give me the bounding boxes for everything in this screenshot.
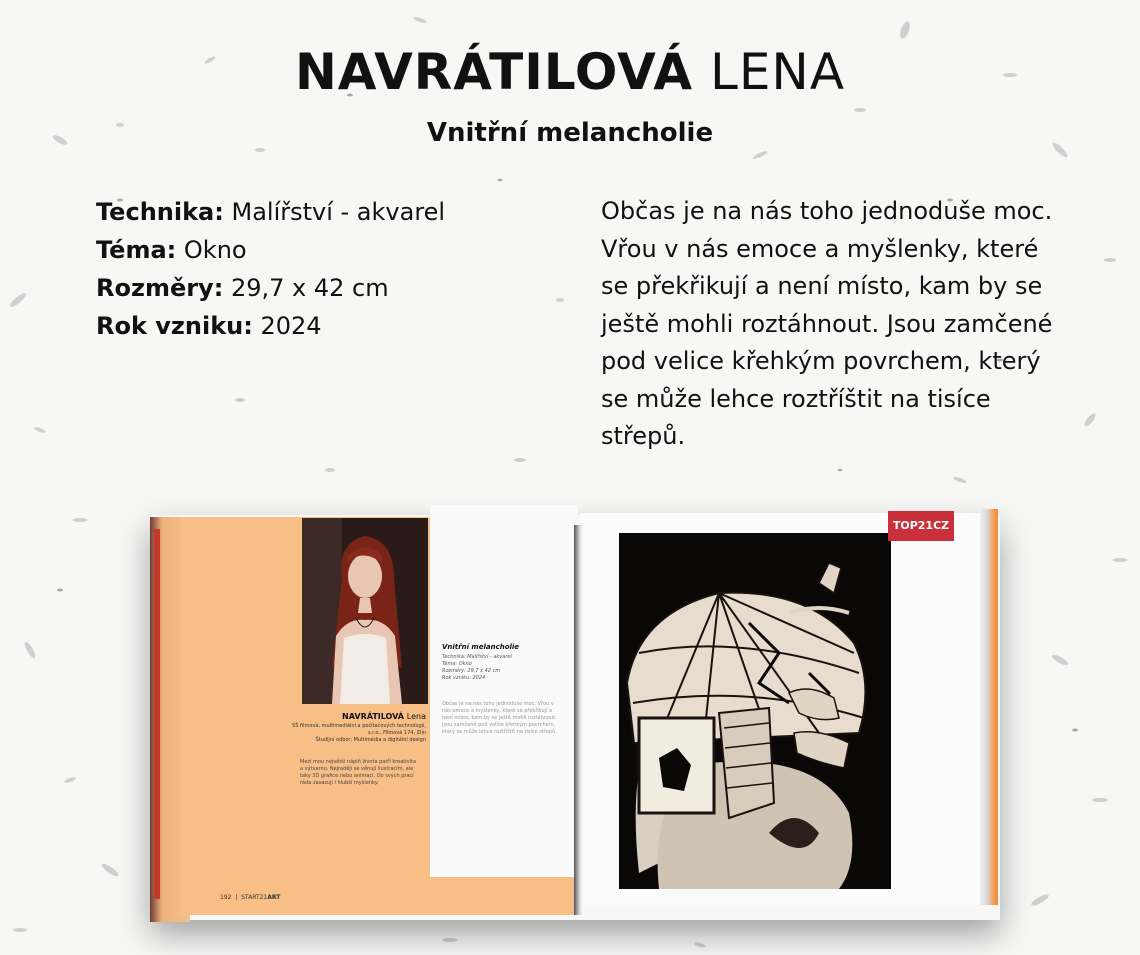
artwork-description: Občas je na nás toho jednoduše moc. Vřou v nás emoce a myšlenky, které se překřikují a není místo, kam by se ještě mohli roztáhnout. Jsou zamčené pod velice křehkým povrchem, který se může lehce roztříštit na tisíce střepů. [601, 197, 1053, 450]
top21cz-badge: TOP21CZ [888, 511, 954, 541]
detail-size: Rozměry: 29,7 x 42 cm [96, 274, 389, 302]
book-footer: 192 | START21ART [220, 894, 281, 901]
artwork-title: Vnitřní melancholie [426, 118, 714, 148]
book-artwork-description: Občas je na nás toho jednoduše moc. Vřou v nás emoce a myšlenky, které se překřikují a není místo, kam by se ještě mohli roztáhnout. Jsou zamčené pod velice křehkým povrchem, který se může lehce roztříštit na tisíce střepů. [442, 701, 557, 735]
book-artist-name: NAVRÁTILOVÁ Lena [342, 712, 426, 721]
artist-name [0, 40, 1140, 104]
detail-year: Rok vzniku: 2024 [96, 312, 322, 340]
header [0, 40, 1140, 148]
artist-firstname: LENA [709, 43, 846, 101]
artist-surname: NAVRÁTILOVÁ [294, 43, 694, 101]
artwork-illustration [619, 533, 891, 889]
book-artwork-details: Technika: Malířství - akvarel Téma: Okno Rozměry: 29,7 x 42 cm Rok vzniku: 2024 [442, 654, 512, 681]
book-artwork-title: Vnitřní melancholie [442, 643, 520, 651]
detail-technique: Technika: Malířství - akvarel [96, 198, 446, 226]
book-artist-bio: Mezi mou největší náplň života patří kreativita a výtvarno. Nejraději se věnuji ilustracím, ale taky 3D grafice nebo animaci. Do svých prací ráda zasazuji i hlubší myšlenky. [300, 759, 417, 786]
artist-portrait [302, 518, 428, 704]
book-artist-school: SŠ filmová, multimediální a počítačových technologií, s.r.o., Filmová 174, Zlín Študijní odbor: Multimédia a digitální design [292, 723, 426, 743]
book-photo [150, 505, 1000, 925]
artwork-details [96, 193, 445, 345]
detail-theme: Téma: Okno [96, 236, 247, 264]
book-left-page-text-column [430, 505, 578, 877]
book-gutter [574, 525, 584, 915]
book-right-edge [980, 509, 998, 905]
